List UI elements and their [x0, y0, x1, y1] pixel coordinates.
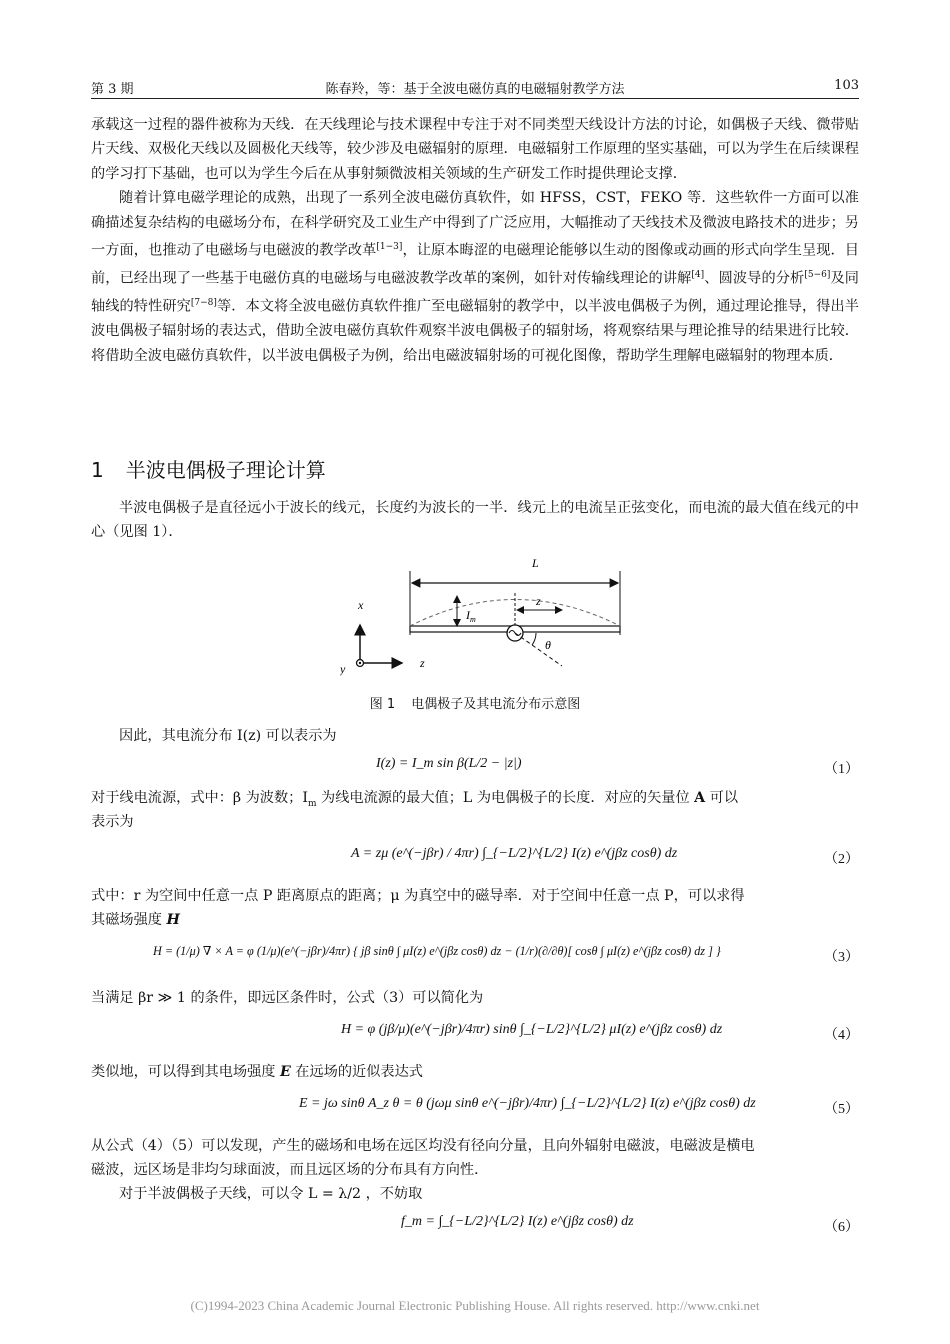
text-line-4: 式中：r 为空间中任意一点 P 距离原点的距离；μ 为真空中的磁导率．对于空间中任意一点 P，可以求得	[91, 888, 745, 904]
paragraph-2-part-c: 、圆波导的分析	[704, 270, 805, 287]
intro-body	[91, 113, 859, 368]
equation-5-number: （5）	[824, 1102, 859, 1117]
text-line-2-c: 可以	[705, 790, 739, 806]
equation-1-number: （1）	[824, 762, 859, 777]
text-line-5-a: 其磁场强度	[91, 912, 167, 928]
label-theta: θ	[545, 638, 551, 652]
paragraph-2	[91, 186, 859, 368]
equation-2	[91, 846, 859, 874]
equation-5-expr: E = jω sinθ A_z θ = θ (jωμ sinθ e^(−jβr)/4πr) ∫_{−L/2}^{L/2} I(z) e^(jβz cosθ) dz	[299, 1096, 756, 1111]
equation-5	[91, 1096, 859, 1124]
text-line-8: 从公式（4）（5）可以发现，产生的磁场和电场在远区均没有径向分量，且向外辐射电磁波，电磁波是横电	[91, 1138, 755, 1154]
section-title: 半波电偶极子理论计算	[125, 458, 326, 482]
text-line-7-bold: E	[279, 1064, 291, 1080]
running-title: 陈春羚，等：基于全波电磁仿真的电磁辐射教学方法	[325, 82, 625, 97]
page-number: 103	[834, 78, 859, 93]
axis-x-label: x	[358, 598, 364, 612]
text-line-9: 磁波，远区场是非均匀球面波，而且远区场的分布具有方向性．	[91, 1162, 489, 1178]
equation-4	[91, 1022, 859, 1050]
figure-caption-number: 图 1	[369, 697, 396, 712]
paragraph-2-part-b: ，让原本晦涩的电磁理论能够以生动的图像或动画的形式向学生呈现．目前，已经出现了一些基于电磁仿真的电磁场与电磁波教学改革的案例，如针对传输线理论的讲解	[91, 242, 859, 287]
citation-4: [7−8]	[190, 298, 217, 309]
equation-3-expr: H = (1/μ) ∇ × A = φ (1/μ)(e^(−jβr)/4πr) { jβ sinθ ∫ μI(z) e^(jβz cosθ) dz − (1/r)(∂/∂θ)[ cosθ ∫ μI(z) e^(jβz cosθ) dz ] }	[153, 944, 721, 958]
text-line-2-sub: m	[307, 798, 317, 809]
equation-4-expr: H = φ (jβ/μ)(e^(−jβr)/4πr) sinθ ∫_{−L/2}^{L/2} μI(z) e^(jβz cosθ) dz	[341, 1022, 723, 1037]
section-heading	[91, 454, 326, 483]
running-header	[91, 78, 859, 99]
text-line-2-a: 对于线电流源，式中：β 为波数；I	[91, 790, 308, 806]
axis-z-label: z	[420, 656, 425, 670]
equation-1	[91, 756, 859, 784]
issue-label: 第 3 期	[91, 82, 134, 97]
text-line-6: 当满足 βr ≫ 1 的条件，即远区条件时，公式（3）可以简化为	[91, 990, 484, 1006]
equation-6	[91, 1214, 859, 1242]
text-line-7	[91, 1060, 859, 1084]
citation-2: [4]	[691, 270, 705, 281]
text-line-2-b: 为线电流源的最大值；L 为电偶极子的长度．对应的矢量位	[316, 790, 695, 806]
citation-3: [5−6]	[804, 270, 831, 281]
equation-6-number: （6）	[824, 1220, 859, 1235]
text-line-7-a: 类似地，可以得到其电场强度	[91, 1064, 280, 1080]
equation-1-expr: I(z) = I_m sin β(L/2 − |z|)	[376, 756, 522, 771]
section-number: 1	[91, 458, 104, 482]
paragraph-2-part-e: 等．本文将全波电磁仿真软件推广至电磁辐射的教学中，以半波电偶极子为例，通过理论推导，得出半波电偶极子辐射场的表达式，借助全波电磁仿真软件观察半波电偶极子的辐射场，将观察结果与理论推导的结果进行比较．将借助全波电磁仿真软件，以半波电偶极子为例，给出电磁波辐射场的可视化图像，帮助学生理解电磁辐射的物理本质．	[91, 299, 859, 364]
paragraph-3	[91, 496, 859, 545]
text-line-7-b: 在远场的近似表达式	[290, 1064, 423, 1080]
equation-4-number: （4）	[824, 1028, 859, 1043]
citation-1: [1−3]	[376, 242, 403, 253]
equation-2-expr: A = zμ (e^(−jβr) / 4πr) ∫_{−L/2}^{L/2} I(z) e^(jβz cosθ) dz	[351, 846, 678, 861]
equation-6-expr: f_m = ∫_{−L/2}^{L/2} I(z) e^(jβz cosθ) dz	[401, 1214, 634, 1229]
copyright-footer: (C)1994-2023 China Academic Journal Electronic Publishing House. All rights reserved. http://www.cnki.net	[190, 1298, 760, 1313]
label-z-offset: z	[536, 594, 541, 608]
axis-y-label: y	[340, 662, 346, 676]
text-line-2-bold: A	[694, 790, 706, 806]
paragraph-3-text: 半波电偶极子是直径远小于波长的线元，长度约为波长的一半．线元上的电流呈正弦变化，而电流的最大值在线元的中心（见图 1）．	[91, 500, 859, 541]
text-line-10: 对于半波偶极子天线，可以令 L = λ/2 ，不妨取	[119, 1186, 423, 1202]
label-Im: $I_m$	[466, 608, 476, 624]
paragraph-2-part-a: 随着计算电磁学理论的成熟，出现了一系列全波电磁仿真软件，如 HFSS，CST，FEKO 等．这些软件一方面可以准确描述复杂结构的电磁场分布，在科学研究及工业生产中得到了广泛应用，大幅推动了天线技术及微波电路技术的进步；另一方面，也推动了电磁场与电磁波的教学改革	[91, 190, 859, 259]
paragraph-1: 承载这一过程的器件被称为天线．在天线理论与技术课程中专注于对不同类型天线设计方法的讨论，如偶极子天线、微带贴片天线、双极化天线以及圆极化天线等，较少涉及电磁辐射的原理．电磁辐射工作原理的坚实基础，可以为学生在后续课程的学习打下基础，也可以为学生今后在从事射频微波相关领域的生产研发工作时提供理论支撑．	[91, 117, 859, 182]
text-line-1: 因此，其电流分布 I(z) 可以表示为	[119, 728, 337, 744]
label-L: L	[532, 556, 539, 570]
paragraph-2-part-d: 及同轴线的特性研究	[91, 270, 859, 316]
text-line-3: 表示为	[91, 814, 134, 830]
text-line-5	[91, 908, 859, 932]
text-line-5-bold: H	[166, 912, 180, 928]
figure-caption-text: 电偶极子及其电流分布示意图	[411, 697, 581, 712]
dipole-figure	[340, 553, 630, 685]
figure-caption	[0, 693, 950, 712]
equation-3	[91, 944, 859, 972]
equation-3-number: （3）	[824, 950, 859, 965]
equation-2-number: （2）	[824, 852, 859, 867]
